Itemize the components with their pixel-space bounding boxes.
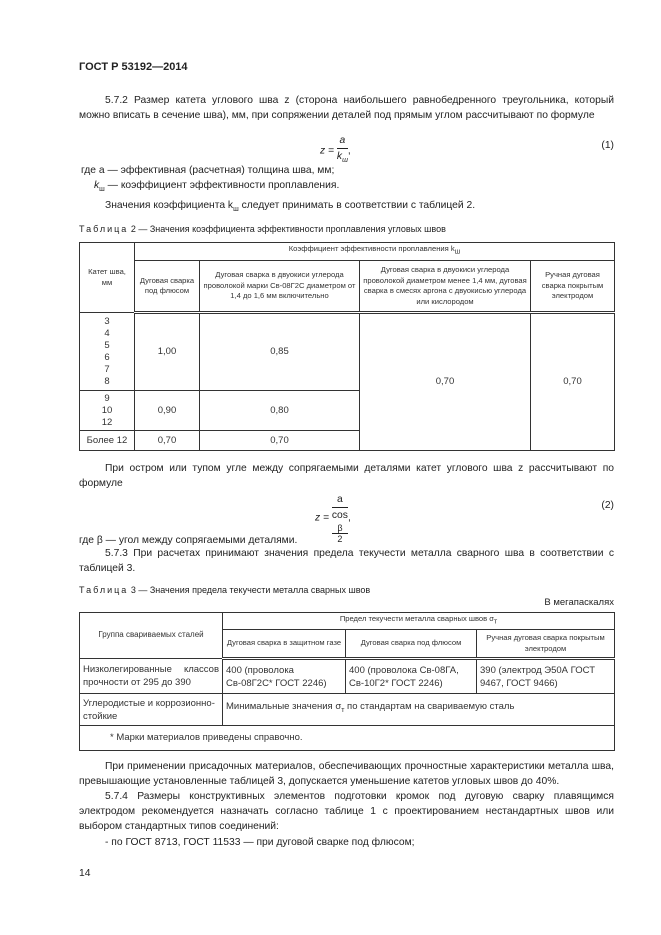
table3-col-flux: Дуговая сварка под флюсом: [346, 630, 477, 659]
table3-col-gas: Дуговая сварка в защитном газе: [223, 630, 346, 659]
numerator: a: [337, 133, 348, 149]
cell-value: 0,80: [200, 391, 360, 431]
paragraph-filler: При применении присадочных материалов, обеспечивающих прочностные характеристики металла шва, превышающие установленные таблицей 3, допускается уменьшение катетов угловых швов до 40%.: [79, 761, 614, 787]
table2-col-flux: Дуговая сварка под флюсом: [135, 261, 200, 313]
where-beta: где β — угол между сопрягаемыми деталями.: [79, 535, 298, 546]
table-2: [79, 242, 615, 451]
table-row: [80, 694, 615, 726]
cell-value: 0,70: [531, 313, 615, 451]
table2-col-manual: Ручная дуговая сварка покрытым электродом: [531, 261, 615, 313]
formula-2: z = a cos β 2 ,: [315, 494, 351, 544]
table-row: [80, 659, 615, 694]
formula-2-number: (2): [601, 500, 614, 511]
where-a: где a — эффективная (расчетная) толщина шва, мм;: [81, 165, 335, 176]
cell-value: 0,85: [200, 313, 360, 391]
paragraph-5-7-3: 5.7.3 При расчетах принимают значения предела текучести металла сварного шва в соответствии с таблицей 3.: [79, 548, 614, 574]
table2-col-co2-thick: Дуговая сварка в двуокиси углерода проволокой марки Св-08Г2С диаметром от 1,4 до 1,6 мм включительно: [200, 261, 360, 313]
page-number: 14: [79, 868, 91, 879]
cell-group: Низколегированные классов прочности от 295 до 390: [80, 659, 223, 694]
formula-fraction: [337, 133, 348, 168]
cell-value: 0,90: [135, 391, 200, 431]
coefficient-note: Значения коэффициента $k_ш$ следует принимать в соответствии с таблицей 2.: [105, 200, 476, 214]
table3-col-manual: Ручная дуговая сварка покрытым электродом: [477, 630, 615, 659]
cell-group: Углеродистые и коррозионно-стойкие: [80, 694, 223, 726]
where-k: $k_ш$ — коэффициент эффективности проплавления.: [94, 180, 340, 194]
table-3: [79, 612, 615, 751]
cell-value: 400 (проволока Св-08ГА, Св-10Г2* ГОСТ 2246): [346, 659, 477, 694]
table2-col-co2-thin: Дуговая сварка в двуокиси углерода проволокой диаметром менее 1,4 мм, дуговая сварка в смесях аргона с двуокисью углерода или кислородом: [360, 261, 531, 313]
table2-group-header: Коэффициент эффективности проплавления $k_ш$: [135, 243, 615, 261]
formula-1-number: (1): [601, 140, 614, 151]
cell-value: 400 (проволока Св-08Г2С* ГОСТ 2246): [223, 659, 346, 694]
cell-value: Минимальные значения $\sigma_т$ по стандартам на свариваемую сталь: [223, 694, 615, 726]
numerator: a: [332, 492, 348, 508]
cell-value: 390 (электрод Э50А ГОСТ 9467, ГОСТ 9466): [477, 659, 615, 694]
cell-katet: Более 12: [80, 431, 135, 451]
cell-value: 1,00: [135, 313, 200, 391]
cell-katet: 9 10 12: [80, 391, 135, 431]
paragraph-5-7-4: 5.7.4 Размеры конструктивных элементов подготовки кромок под дуговую сварку плавящимся электродом рекомендуется назначать согласно таблице 1 с проектированием нестандартных швов или выбором стандартных типов соединений:: [79, 791, 614, 832]
paragraph-5-7-2: 5.7.2 Размер катета углового шва z (сторона наибольшего равнобедренного треугольника, который можно вписать в сечение шва), мм, при сопряжении деталей под прямым углом рассчитывают по формуле: [79, 95, 614, 121]
table2-col-katet: Катет шва, мм: [80, 243, 135, 313]
formula-lhs: z =: [320, 145, 335, 157]
list-item: - по ГОСТ 8713, ГОСТ 11533 — при дуговой сварке под флюсом;: [105, 837, 415, 848]
table3-footnote: * Марки материалов приведены справочно.: [80, 726, 615, 751]
document-header: ГОСТ Р 53192—2014: [79, 61, 188, 73]
formula-comma: ,: [347, 145, 351, 157]
cell-katet: 3 4 5 6 7 8: [80, 313, 135, 391]
denominator: $k_ш$: [336, 151, 348, 165]
table2-caption: Таблица 2 — Значения коэффициента эффективности проплавления угловых швов: [79, 224, 446, 234]
table-row: [80, 313, 615, 391]
cell-value: 0,70: [360, 313, 531, 451]
table3-col-group: Группа свариваемых сталей: [80, 613, 223, 659]
paragraph-acute-angle: При остром или тупом угле между сопрягаемыми деталями катет углового шва z рассчитывают по формуле: [79, 463, 614, 489]
table-footnote-row: [80, 726, 615, 751]
cell-value: 0,70: [200, 431, 360, 451]
table3-units: В мегапаскалях: [544, 597, 614, 608]
cell-value: 0,70: [135, 431, 200, 451]
table3-caption: Таблица 3 — Значения предела текучести металла сварных швов: [79, 585, 371, 595]
table3-group-header: Предел текучести металла сварных швов $\sigma_т$: [223, 613, 615, 630]
denominator: cos β 2: [331, 510, 348, 544]
